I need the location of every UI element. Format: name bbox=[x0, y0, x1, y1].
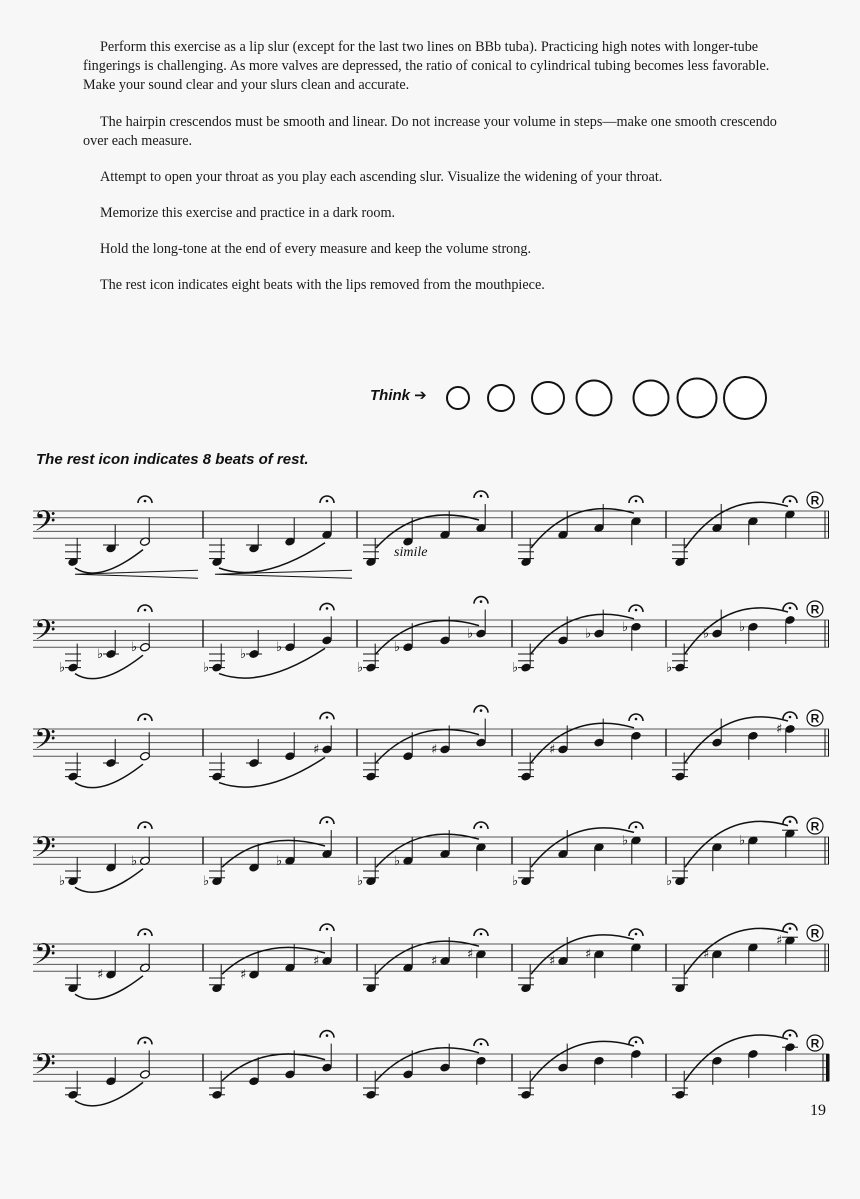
slur bbox=[531, 828, 634, 867]
page-number: 19 bbox=[810, 1102, 826, 1119]
fermata-dot bbox=[789, 927, 792, 930]
slur bbox=[531, 509, 634, 548]
throat-opening-circles bbox=[447, 377, 766, 419]
staff-row bbox=[33, 706, 829, 788]
fermata-dot bbox=[144, 1041, 147, 1044]
measure bbox=[357, 822, 488, 889]
fermata-dot bbox=[480, 495, 483, 498]
fermata-dot bbox=[635, 718, 638, 721]
flat-icon: ♭ bbox=[622, 619, 629, 635]
throat-circle-icon bbox=[532, 382, 564, 414]
fermata-dot bbox=[480, 933, 483, 936]
rest-icon-label: R bbox=[810, 493, 820, 508]
throat-circle-icon bbox=[678, 379, 717, 418]
flat-icon: ♭ bbox=[666, 660, 673, 676]
instruction-paragraph-6: The rest icon indicates eight beats with the lips removed from the mouthpiece. bbox=[100, 277, 545, 293]
flat-icon: ♭ bbox=[585, 626, 592, 642]
flat-icon: ♭ bbox=[59, 874, 66, 890]
fermata-dot bbox=[480, 600, 483, 603]
instruction-paragraph-2: The hairpin crescendos must be smooth and linear. Do not increase your volume in steps—make one smooth crescendo over each measure. bbox=[83, 114, 777, 149]
measure bbox=[65, 496, 152, 573]
think-label: Think ➔ bbox=[370, 387, 427, 404]
fermata-dot bbox=[789, 716, 792, 719]
fermata-dot bbox=[789, 820, 792, 823]
crescendo-hairpin bbox=[75, 570, 198, 578]
flat-icon: ♭ bbox=[394, 853, 401, 869]
staff-row bbox=[33, 924, 829, 1000]
flat-icon: ♭ bbox=[622, 833, 629, 849]
flat-icon: ♭ bbox=[512, 874, 519, 890]
measure bbox=[363, 706, 488, 782]
measure bbox=[363, 929, 488, 993]
sharp-icon: ♯ bbox=[313, 954, 320, 969]
instruction-paragraph-4: Memorize this exercise and practice in a dark room. bbox=[100, 205, 396, 221]
measure bbox=[209, 1031, 334, 1100]
flat-icon: ♭ bbox=[203, 660, 210, 676]
bass-clef-icon: 𝄢 bbox=[34, 938, 56, 979]
flat-icon: ♭ bbox=[276, 853, 283, 869]
fermata-dot bbox=[144, 500, 147, 503]
rest-icon-label: R bbox=[810, 819, 820, 834]
fermata-dot bbox=[144, 826, 147, 829]
bass-clef-icon: 𝄢 bbox=[34, 1048, 56, 1089]
measure bbox=[518, 714, 643, 781]
slur bbox=[222, 947, 325, 974]
sharp-icon: ♯ bbox=[240, 967, 247, 983]
slur bbox=[222, 840, 325, 867]
sharp-icon: ♯ bbox=[97, 967, 104, 983]
measure bbox=[518, 929, 643, 993]
flat-icon: ♭ bbox=[467, 626, 474, 642]
simile-marking: simile bbox=[394, 545, 428, 561]
fermata-dot bbox=[326, 500, 329, 503]
staff-row bbox=[33, 817, 829, 893]
sharp-icon: ♯ bbox=[703, 947, 710, 963]
fermata-dot bbox=[326, 1034, 329, 1037]
staff-row bbox=[33, 597, 829, 679]
flat-icon: ♭ bbox=[203, 874, 210, 890]
fermata-dot bbox=[635, 933, 638, 936]
instruction-paragraph-3: Attempt to open your throat as you play each ascending slur. Visualize the widening of your throat. bbox=[100, 169, 663, 185]
sharp-icon: ♯ bbox=[313, 742, 320, 758]
slur bbox=[219, 648, 325, 678]
slur bbox=[531, 935, 634, 974]
rest-heading: The rest icon indicates 8 beats of rest. bbox=[36, 451, 309, 468]
measure bbox=[512, 822, 643, 889]
fermata-dot bbox=[480, 709, 483, 712]
measure bbox=[59, 605, 152, 679]
flat-icon: ♭ bbox=[276, 640, 283, 656]
measure bbox=[518, 1037, 643, 1100]
bass-clef-icon: 𝄢 bbox=[34, 614, 56, 655]
slur bbox=[75, 976, 143, 999]
fermata-dot bbox=[635, 609, 638, 612]
flat-icon: ♭ bbox=[131, 640, 138, 656]
fermata-dot bbox=[326, 928, 329, 931]
measure bbox=[363, 491, 488, 567]
flat-icon: ♭ bbox=[512, 660, 519, 676]
flat-icon: ♭ bbox=[666, 874, 673, 890]
rest-icon-label: R bbox=[810, 926, 820, 941]
sharp-icon: ♯ bbox=[776, 933, 783, 949]
slur bbox=[685, 821, 788, 867]
slur bbox=[219, 757, 325, 787]
sharp-icon: ♯ bbox=[431, 742, 438, 758]
slur bbox=[75, 1082, 143, 1105]
measure bbox=[203, 817, 334, 889]
throat-circle-icon bbox=[577, 381, 612, 416]
slur bbox=[75, 655, 143, 678]
slur bbox=[75, 550, 143, 573]
measure bbox=[209, 496, 334, 572]
rest-icon-label: R bbox=[810, 1036, 820, 1051]
rest-icon-label: R bbox=[810, 602, 820, 617]
measure bbox=[672, 492, 829, 567]
fermata-dot bbox=[635, 500, 638, 503]
instruction-paragraph-5: Hold the long-tone at the end of every measure and keep the volume strong. bbox=[100, 241, 532, 257]
flat-icon: ♭ bbox=[739, 833, 746, 849]
fermata-dot bbox=[480, 1043, 483, 1046]
flat-icon: ♭ bbox=[59, 660, 66, 676]
flat-icon: ♭ bbox=[240, 647, 247, 662]
flat-icon: ♭ bbox=[357, 874, 364, 890]
slur bbox=[376, 621, 479, 654]
fermata-dot bbox=[480, 826, 483, 829]
flat-icon: ♭ bbox=[97, 647, 104, 662]
measure bbox=[672, 710, 829, 781]
flat-icon: ♭ bbox=[394, 640, 401, 656]
fermata-dot bbox=[144, 933, 147, 936]
throat-circle-icon bbox=[634, 381, 669, 416]
staff-row bbox=[33, 1030, 830, 1106]
bass-clef-icon: 𝄢 bbox=[34, 505, 56, 546]
fermata-dot bbox=[144, 718, 147, 721]
instruction-paragraph-1: Perform this exercise as a lip slur (except for the last two lines on BBb tuba). Practicing high notes with longer-tube fingerings is challenging. As more valves are depressed, the ratio of conical to cylindrical tubing becomes less favorable. Make your sound clear and your slurs clean and accurate. bbox=[83, 39, 770, 93]
fermata-dot bbox=[326, 607, 329, 610]
throat-circle-icon bbox=[724, 377, 766, 419]
measure bbox=[65, 1037, 152, 1105]
fermata-dot bbox=[789, 607, 792, 610]
sharp-icon: ♯ bbox=[585, 947, 592, 963]
measure bbox=[357, 597, 488, 676]
measure bbox=[672, 924, 829, 993]
measure bbox=[672, 1030, 830, 1099]
flat-icon: ♭ bbox=[357, 660, 364, 676]
flat-icon: ♭ bbox=[739, 619, 746, 635]
fermata-dot bbox=[635, 1041, 638, 1044]
measure bbox=[363, 1039, 488, 1100]
slur bbox=[75, 869, 143, 892]
sharp-icon: ♯ bbox=[776, 722, 783, 737]
fermata-dot bbox=[326, 716, 329, 719]
fermata-dot bbox=[789, 1034, 792, 1037]
throat-circle-icon bbox=[447, 387, 469, 409]
sharp-icon: ♯ bbox=[549, 954, 556, 969]
sharp-icon: ♯ bbox=[549, 742, 556, 758]
fermata-dot bbox=[144, 609, 147, 612]
slur bbox=[219, 543, 325, 573]
measure bbox=[209, 924, 334, 993]
rest-icon-label: R bbox=[810, 711, 820, 726]
slur bbox=[685, 928, 788, 974]
final-barline bbox=[826, 1054, 830, 1081]
flat-icon: ♭ bbox=[703, 626, 710, 642]
sharp-icon: ♯ bbox=[431, 954, 438, 969]
measure bbox=[666, 817, 829, 890]
slur bbox=[376, 1048, 479, 1081]
measure bbox=[65, 714, 152, 788]
fermata-dot bbox=[326, 821, 329, 824]
fermata-dot bbox=[789, 500, 792, 503]
bass-clef-icon: 𝄢 bbox=[34, 831, 56, 872]
flat-icon: ♭ bbox=[131, 853, 138, 869]
staff-system bbox=[33, 491, 830, 1106]
slur bbox=[685, 502, 788, 548]
slur bbox=[376, 730, 479, 763]
slur bbox=[75, 764, 143, 787]
throat-circle-icon bbox=[488, 385, 514, 411]
staff-row bbox=[33, 491, 829, 578]
sharp-icon: ♯ bbox=[467, 947, 474, 963]
measure bbox=[666, 601, 829, 676]
bass-clef-icon: 𝄢 bbox=[34, 723, 56, 764]
fermata-dot bbox=[635, 826, 638, 829]
